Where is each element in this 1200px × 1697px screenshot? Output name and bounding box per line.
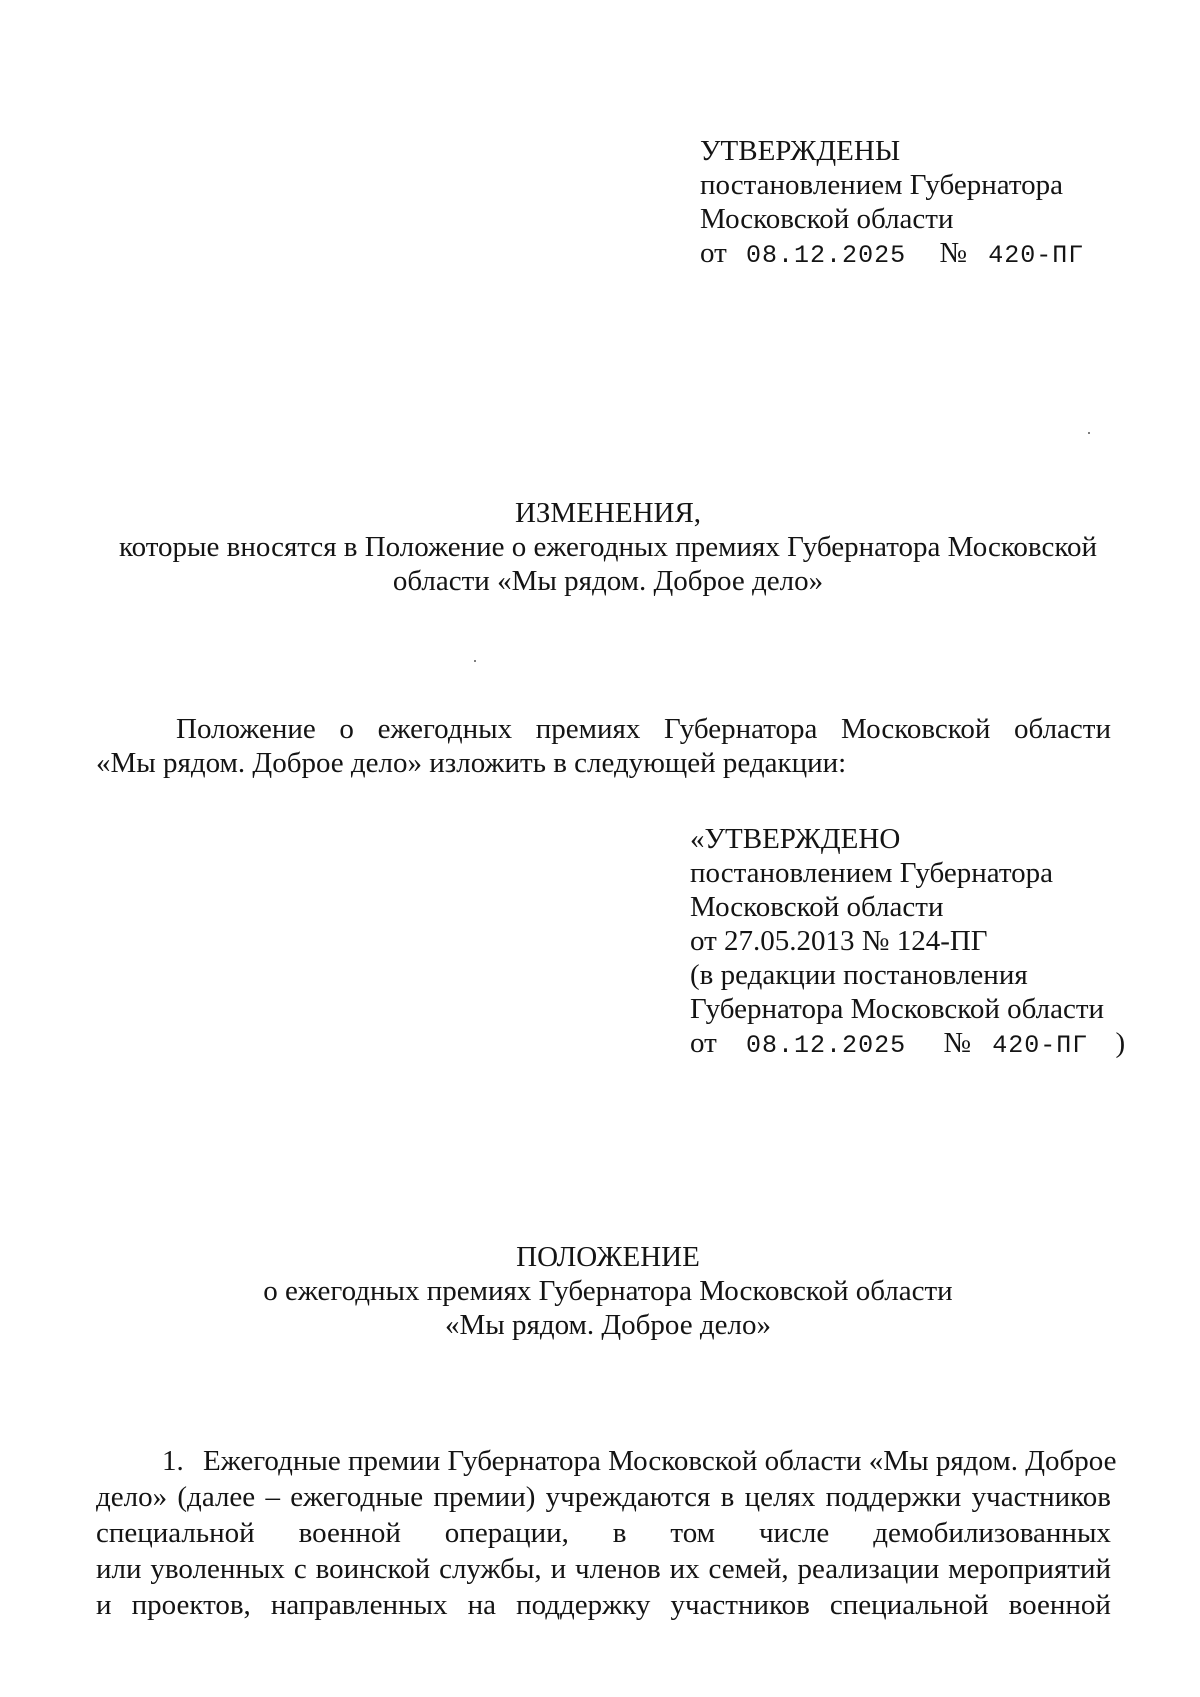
approval-line: постановлением Губернатора bbox=[700, 169, 1064, 201]
paragraph-line-2: дело» (далее – ежегодные премии) учреждаются в целях поддержки участников bbox=[96, 1481, 1111, 1513]
approval-title: УТВЕРЖДЕНЫ bbox=[700, 135, 901, 167]
approval-number: 420-ПГ bbox=[988, 241, 1085, 270]
word: том bbox=[670, 1517, 716, 1549]
intro-line-2: «Мы рядом. Доброе дело» изложить в следующей редакции: bbox=[96, 747, 847, 779]
heading-line: области «Мы рядом. Доброе дело» bbox=[392, 565, 824, 597]
paragraph-line-4: или уволенных с воинской службы, и членов их семей, реализации мероприятий bbox=[96, 1553, 1111, 1585]
paragraph-number: 1. bbox=[162, 1445, 184, 1477]
heading-title: ИЗМЕНЕНИЯ, bbox=[514, 497, 702, 529]
approval-line: от 27.05.2013 № 124-ПГ bbox=[690, 925, 988, 957]
paragraph-text: Ежегодные премии Губернатора Московской области «Мы рядом. Доброе bbox=[203, 1445, 1117, 1477]
date-prefix: от bbox=[690, 1027, 717, 1059]
approval-title: «УТВЕРЖДЕНО bbox=[690, 823, 901, 855]
number-sign: № bbox=[943, 1027, 971, 1059]
word: поддержку bbox=[516, 1589, 651, 1621]
word: премиях bbox=[535, 713, 641, 745]
word: операции, bbox=[444, 1517, 569, 1549]
approval-line: Московской области bbox=[690, 891, 944, 923]
approval-number: 420-ПГ bbox=[992, 1031, 1089, 1060]
word: числе bbox=[758, 1517, 830, 1549]
scan-speck bbox=[474, 660, 476, 662]
word: на bbox=[467, 1589, 496, 1621]
word: Губернатора bbox=[664, 713, 818, 745]
word: специальной bbox=[96, 1517, 255, 1549]
closing-paren: ) bbox=[1115, 1027, 1126, 1059]
approval-date-line bbox=[690, 1026, 1125, 1063]
approval-line: постановлением Губернатора bbox=[690, 857, 1054, 889]
word: демобилизованных bbox=[873, 1517, 1111, 1549]
date-prefix: от bbox=[700, 237, 727, 269]
heading-line: «Мы рядом. Доброе дело» bbox=[444, 1309, 772, 1341]
paragraph-line-1 bbox=[162, 1444, 1117, 1478]
word: участников bbox=[670, 1589, 810, 1621]
approval-date: 08.12.2025 bbox=[746, 1031, 907, 1060]
heading-title: ПОЛОЖЕНИЕ bbox=[516, 1241, 700, 1273]
word: области bbox=[1014, 713, 1111, 745]
word: Положение bbox=[176, 713, 316, 745]
approval-line: Московской области bbox=[700, 203, 954, 235]
word: Московской bbox=[841, 713, 991, 745]
word: специальной bbox=[829, 1589, 989, 1621]
word: военной bbox=[1008, 1589, 1111, 1621]
word: ежегодных bbox=[377, 713, 513, 745]
word: военной bbox=[298, 1517, 401, 1549]
approval-date-line bbox=[700, 236, 1084, 273]
intro-line-1 bbox=[176, 712, 1111, 746]
paragraph-line-5 bbox=[96, 1588, 1111, 1622]
word: в bbox=[612, 1517, 627, 1549]
approval-line: Губернатора Московской области bbox=[690, 993, 1105, 1025]
approval-date: 08.12.2025 bbox=[746, 241, 907, 270]
heading-line: о ежегодных премиях Губернатора Московской области bbox=[263, 1275, 953, 1307]
word: проектов, bbox=[131, 1589, 251, 1621]
heading-line: которые вносятся в Положение о ежегодных премиях Губернатора Московской bbox=[119, 531, 1097, 563]
paragraph-line-3 bbox=[96, 1516, 1111, 1550]
number-sign: № bbox=[939, 237, 967, 269]
approval-line: (в редакции постановления bbox=[690, 959, 1028, 991]
scan-speck bbox=[1088, 432, 1090, 434]
word: и bbox=[96, 1589, 112, 1621]
word: направленных bbox=[270, 1589, 448, 1621]
word: о bbox=[339, 713, 354, 745]
